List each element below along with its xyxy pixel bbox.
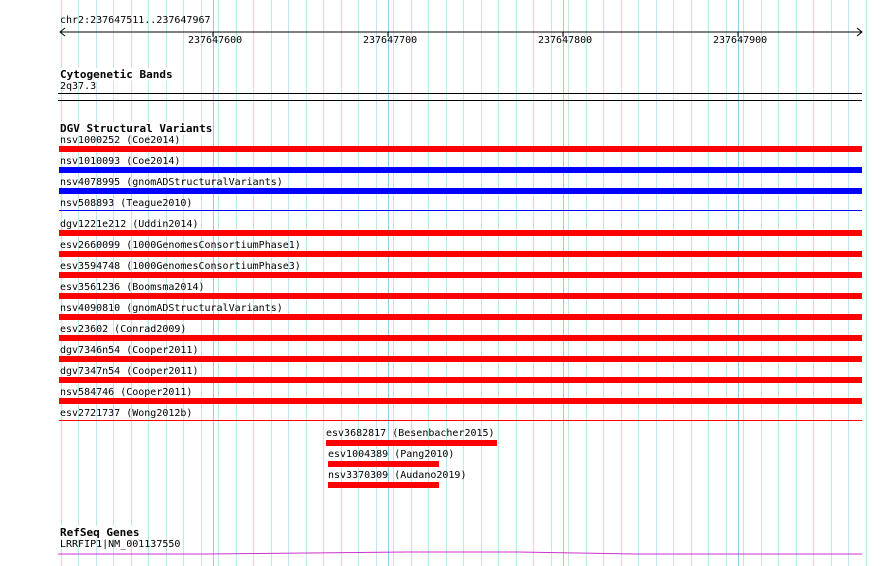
variant-bar[interactable] [59, 293, 862, 299]
variant-bar[interactable] [59, 251, 862, 257]
variant-label: nsv508893 (Teague2010) [60, 198, 193, 209]
variant-label: nsv3370309 (Audano2019) [328, 470, 467, 481]
variant-label: esv2660099 (1000GenomesConsortiumPhase1) [60, 240, 301, 251]
variant-label: nsv4078995 (gnomADStructuralVariants) [60, 177, 283, 188]
variant-label: esv3594748 (1000GenomesConsortiumPhase3) [60, 261, 301, 272]
variant-label: esv23602 (Conrad2009) [60, 324, 187, 335]
variant-label: dgv7346n54 (Cooper2011) [60, 345, 199, 356]
variant-label: esv3561236 (Boomsma2014) [60, 282, 205, 293]
variant-bar[interactable] [326, 440, 497, 446]
variant-bar[interactable] [59, 210, 862, 211]
variant-label: esv3682817 (Besenbacher2015) [326, 428, 495, 439]
cytoband-line-top [58, 93, 862, 94]
cytoband-line-bottom [58, 100, 862, 101]
dgv-track-title: DGV Structural Variants [60, 122, 213, 135]
variant-bar[interactable] [328, 461, 439, 467]
variant-label: nsv1010093 (Coe2014) [60, 156, 181, 167]
cytoband-label: 2q37.3 [60, 81, 97, 92]
variant-bar[interactable] [59, 272, 862, 278]
cytoband-track-title: Cytogenetic Bands [60, 68, 173, 81]
region-label: chr2:237647511..237647967 [60, 15, 211, 26]
variant-label: dgv7347n54 (Cooper2011) [60, 366, 199, 377]
variant-bar[interactable] [59, 398, 862, 404]
variant-label: nsv4090810 (gnomADStructuralVariants) [60, 303, 283, 314]
tick-label: 237647700 [363, 35, 418, 46]
tick-label: 237647600 [188, 35, 243, 46]
variant-label: esv1004389 (Pang2010) [328, 449, 455, 460]
variant-bar[interactable] [59, 420, 862, 421]
refseq-gene-label[interactable]: LRRFIP1|NM_001137550 [60, 539, 181, 550]
variant-bar[interactable] [59, 188, 862, 194]
variant-label: nsv584746 (Cooper2011) [60, 387, 193, 398]
variant-bar[interactable] [59, 167, 862, 173]
variant-bar[interactable] [59, 356, 862, 362]
refseq-gene-model[interactable] [58, 548, 864, 558]
tick-label: 237647900 [713, 35, 768, 46]
variant-bar[interactable] [328, 482, 439, 488]
variant-bar[interactable] [59, 335, 862, 341]
variant-bar[interactable] [59, 377, 862, 383]
variant-bar[interactable] [59, 314, 862, 320]
variant-label: dgv1221e212 (Uddin2014) [60, 219, 199, 230]
variant-label: nsv1000252 (Coe2014) [60, 135, 181, 146]
refseq-track-title: RefSeq Genes [60, 526, 140, 539]
variant-bar[interactable] [59, 230, 862, 236]
variant-label: esv2721737 (Wong2012b) [60, 408, 193, 419]
variant-bar[interactable] [59, 146, 862, 152]
tick-label: 237647800 [538, 35, 593, 46]
